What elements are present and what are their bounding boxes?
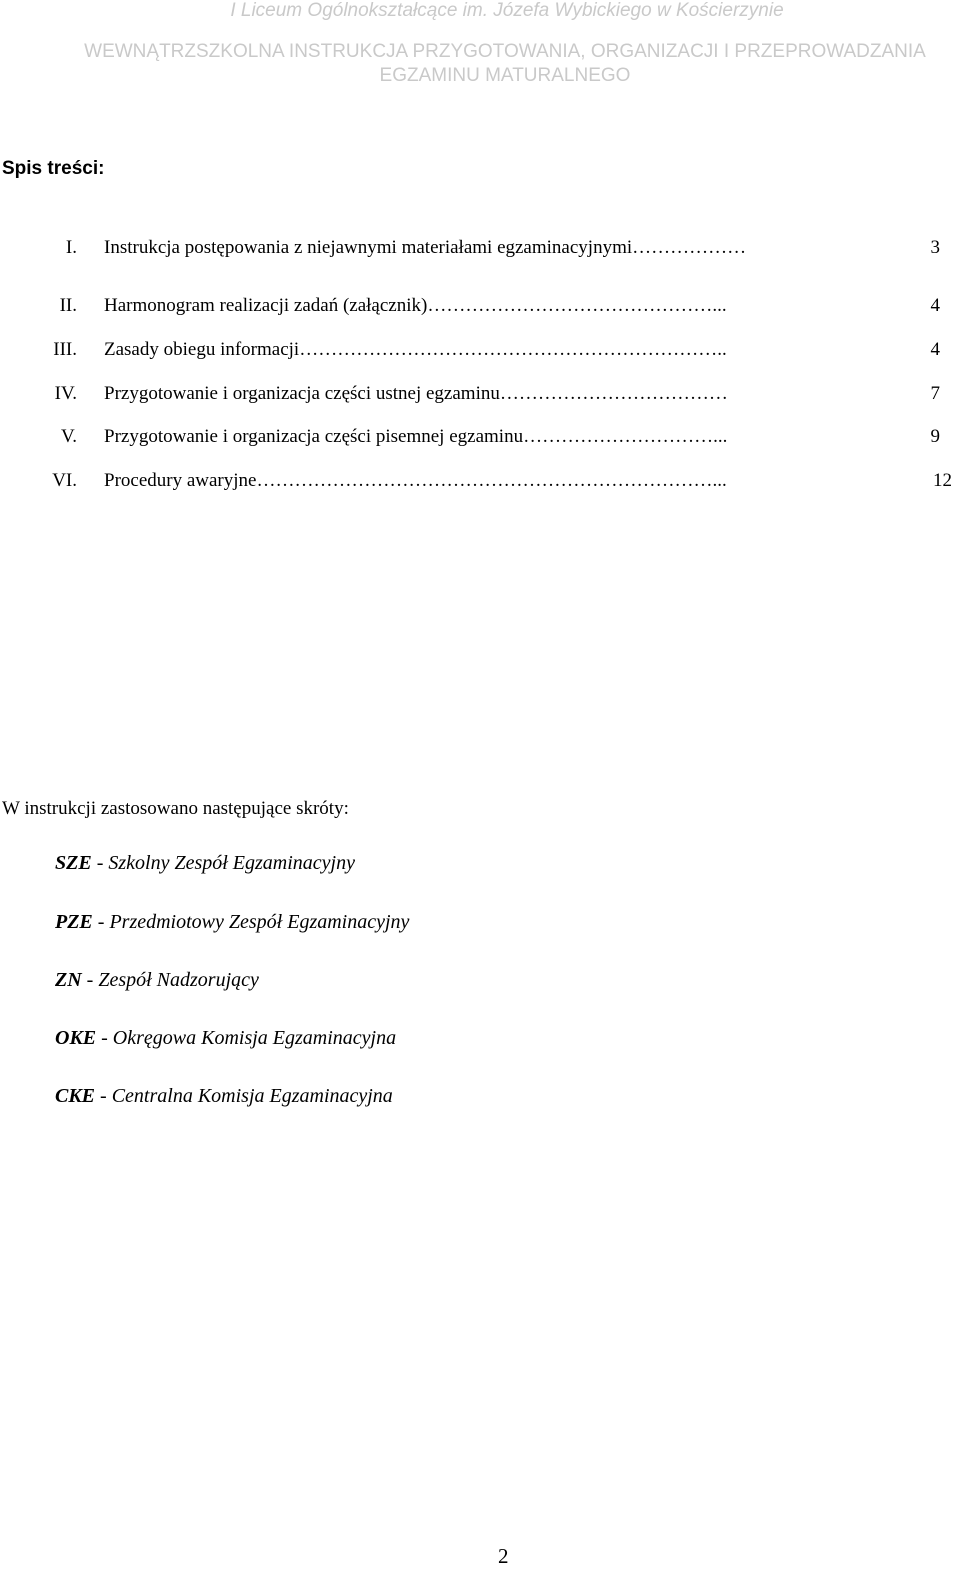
- toc-item-number: VI.: [52, 470, 77, 491]
- toc-item-page: 4: [930, 339, 940, 360]
- toc-item-number: IV.: [54, 383, 77, 404]
- abbreviation-separator: -: [81, 969, 99, 991]
- toc-item-title: Procedury awaryjne………………………………………………………………...: [104, 470, 727, 491]
- document-title-line-1: WEWNĄTRZSZKOLNA INSTRUKCJA PRZYGOTOWANIA, ORGANIZACJI I PRZEPROWADZANIA: [84, 41, 926, 62]
- toc-item-number: V.: [60, 426, 77, 447]
- abbreviation-item: [55, 911, 409, 934]
- school-name-header: I Liceum Ogólnokształcące im. Józefa Wybickiego w Kościerzynie: [230, 0, 784, 21]
- abbreviations-intro: W instrukcji zastosowano następujące skróty:: [2, 798, 349, 819]
- page-number: 2: [498, 1544, 509, 1568]
- toc-item: [0, 469, 960, 493]
- abbreviation-meaning: Centralna Komisja Egzaminacyjna: [111, 1085, 393, 1107]
- abbreviation-item: [55, 852, 355, 875]
- abbreviation-code: ZN: [55, 969, 82, 991]
- toc-item-number: I.: [65, 237, 77, 258]
- toc-item-number: II.: [59, 295, 77, 316]
- toc-item-page: 3: [930, 237, 940, 258]
- abbreviation-meaning: Zespół Nadzorujący: [98, 969, 259, 991]
- abbreviation-item: [55, 1085, 393, 1108]
- abbreviation-separator: -: [91, 852, 109, 874]
- document-title-header: [0, 40, 960, 88]
- abbreviation-separator: -: [92, 911, 110, 933]
- toc-item: [0, 425, 960, 449]
- toc-item: [0, 294, 960, 318]
- abbreviation-meaning: Okręgowa Komisja Egzaminacyjna: [112, 1027, 397, 1049]
- toc-item-title: Zasady obiegu informacji…………………………………………………………..: [104, 339, 727, 360]
- toc-item-title: Przygotowanie i organizacja części ustnej egzaminu………………………………: [104, 383, 728, 404]
- toc-item-page: 9: [930, 426, 940, 447]
- toc-item: [0, 338, 960, 362]
- toc-item-page: 12: [933, 470, 952, 491]
- toc-item: [0, 382, 960, 406]
- toc-item-title: Instrukcja postępowania z niejawnymi materiałami egzaminacyjnymi………………: [104, 237, 747, 258]
- abbreviation-separator: -: [95, 1085, 112, 1107]
- toc-item: [0, 236, 960, 260]
- abbreviation-code: PZE: [55, 911, 93, 933]
- abbreviation-code: CKE: [55, 1085, 96, 1107]
- abbreviation-code: OKE: [55, 1027, 97, 1049]
- abbreviation-item: [55, 969, 259, 992]
- toc-item-title: Harmonogram realizacji zadań (załącznik)………………………………………...: [104, 295, 727, 316]
- abbreviation-separator: -: [96, 1027, 113, 1049]
- toc-heading: Spis treści:: [2, 158, 105, 179]
- toc-item-page: 7: [930, 383, 940, 404]
- abbreviation-meaning: Szkolny Zespół Egzaminacyjny: [108, 852, 355, 874]
- abbreviation-item: [55, 1027, 396, 1050]
- abbreviation-meaning: Przedmiotowy Zespół Egzaminacyjny: [109, 911, 410, 933]
- toc-item-page: 4: [930, 295, 940, 316]
- document-title-line-2: EGZAMINU MATURALNEGO: [379, 65, 631, 86]
- abbreviation-code: SZE: [55, 852, 92, 874]
- toc-item-number: III.: [53, 339, 77, 360]
- toc-item-title: Przygotowanie i organizacja części pisemnej egzaminu…………………………...: [104, 426, 728, 447]
